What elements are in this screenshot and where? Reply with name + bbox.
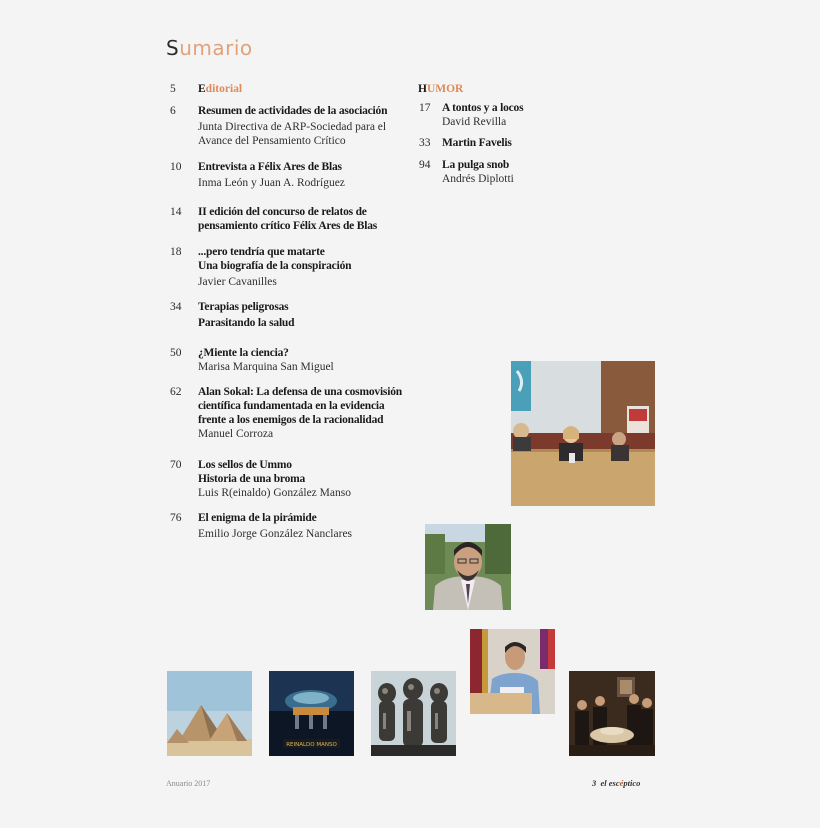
article-author: Emilio Jorge González Nanclares <box>198 528 353 540</box>
article-title: Resumen de actividades de la asociación <box>198 105 388 117</box>
page-number: 6 <box>170 105 176 117</box>
article-title: Terapias peligrosas <box>198 301 289 313</box>
footer-edition: Anuario 2017 <box>166 779 211 788</box>
article-title: ¿Miente la ciencia? <box>198 347 289 359</box>
ummo-book-cover <box>269 671 354 756</box>
article-author: Manuel Corroza <box>198 428 274 440</box>
page-number: 70 <box>170 459 182 471</box>
article-author: Andrés Diplotti <box>442 173 514 185</box>
sculpture-photo <box>371 671 456 756</box>
article-title: Alan Sokal: La defensa de una cosmovisión científica fundamentada en la evidencia frente a los enemigos de la racionalidad <box>198 386 402 426</box>
painting-photo <box>569 671 655 756</box>
article-title: Entrevista a Félix Ares de Blas <box>198 161 342 173</box>
speaker-photo <box>470 629 555 714</box>
footer-page-brand <box>592 778 640 788</box>
page-number: 18 <box>170 246 182 258</box>
section-heading: ditorial <box>205 83 243 95</box>
article-title: Martin Favelis <box>442 137 512 149</box>
article-title: El enigma de la pirámide <box>198 512 317 524</box>
article-title: La pulga snob <box>442 159 510 171</box>
page-number: 94 <box>419 159 431 171</box>
brand-logo: el escéptico <box>600 778 641 788</box>
article-subtitle: Una biografía de la conspiración <box>198 260 352 272</box>
page-number: 5 <box>170 83 176 95</box>
article-author: David Revilla <box>442 116 507 128</box>
article-author: Junta Directiva de ARP-Sociedad para el Avance del Pensamiento Crítico <box>198 121 387 147</box>
humor-section <box>418 82 463 96</box>
page-number: 62 <box>170 386 182 398</box>
pyramids-photo <box>167 671 252 756</box>
page-number: 34 <box>170 301 182 313</box>
article-title: ...pero tendría que matarte <box>198 246 325 258</box>
page-number: 76 <box>170 512 182 524</box>
page-number: 10 <box>170 161 182 173</box>
section-heading: HUMOR <box>418 83 464 95</box>
article-author: Inma León y Juan A. Rodríguez <box>198 177 345 189</box>
portrait-photo <box>425 524 511 610</box>
page-number: 14 <box>170 206 182 218</box>
page-number: 17 <box>419 102 431 114</box>
page-number: 3 <box>592 778 597 788</box>
article-title: II edición del concurso de relatos de pensamiento crítico Félix Ares de Blas <box>198 206 378 232</box>
article-author: Luis R(einaldo) González Manso <box>198 487 351 499</box>
page-number: 33 <box>419 137 431 149</box>
article-subtitle: Parasitando la salud <box>198 317 295 329</box>
article-author: Javier Cavanilles <box>198 276 277 288</box>
conference-photo <box>511 361 655 506</box>
article-subtitle: Historia de una broma <box>198 473 306 485</box>
article-title: A tontos y a locos <box>442 102 524 114</box>
article-author: Marisa Marquina San Miguel <box>198 361 334 373</box>
article-title: Los sellos de Ummo <box>198 459 292 471</box>
cover-text: REINALDO MANSO <box>286 742 337 748</box>
page-number: 50 <box>170 347 182 359</box>
page-title: Sumario <box>166 36 253 60</box>
